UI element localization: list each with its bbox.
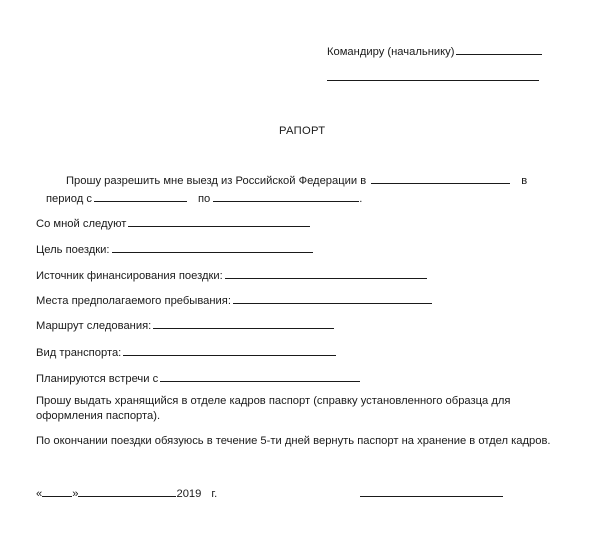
addressee-blank-2[interactable] [327, 70, 539, 81]
date-year-suffix: г. [211, 488, 218, 500]
funding-label: Источник финансирования поездки: [36, 270, 223, 282]
date-close-quote: » [72, 488, 79, 500]
purpose-line [36, 242, 313, 257]
companions-blank[interactable] [128, 216, 310, 227]
addressee-line [327, 44, 542, 59]
transport-label: Вид транспорта: [36, 347, 122, 359]
addressee-blank[interactable] [456, 44, 542, 55]
request-line [66, 173, 527, 188]
passport-request-line-1: Прошу выдать хранящийся в отделе кадров паспорт (справку установленного образца для [36, 395, 511, 407]
date-year: 2019 [176, 488, 202, 500]
meetings-label: Планируются встречи с [36, 373, 159, 385]
date-open-quote: « [36, 488, 43, 500]
passport-request-line-2: оформления паспорта). [36, 410, 161, 422]
places-line [36, 293, 432, 308]
document-title: РАПОРТ [279, 125, 326, 137]
transport-line [36, 345, 336, 360]
period-to-blank[interactable] [213, 191, 359, 202]
route-label: Маршрут следования: [36, 320, 152, 332]
places-blank[interactable] [233, 293, 432, 304]
meetings-blank[interactable] [160, 371, 360, 382]
addressee-label: Командиру (начальнику) [327, 46, 455, 58]
return-obligation: По окончании поездки обязуюсь в течение 5-ти дней вернуть паспорт на хранение в отдел кадров. [36, 435, 551, 447]
date-day-blank[interactable] [42, 486, 72, 497]
period-end: . [359, 193, 363, 205]
purpose-label: Цель поездки: [36, 244, 110, 256]
funding-blank[interactable] [225, 268, 427, 279]
transport-blank[interactable] [123, 345, 336, 356]
funding-line [36, 268, 427, 283]
date-month-blank[interactable] [78, 486, 176, 497]
purpose-blank[interactable] [112, 242, 313, 253]
meetings-line [36, 371, 360, 386]
companions-line [36, 216, 310, 231]
period-to-label: по [197, 193, 211, 205]
request-suffix: в [521, 175, 528, 187]
period-line [46, 191, 362, 206]
signature-line [360, 486, 503, 501]
places-label: Места предполагаемого пребывания: [36, 295, 231, 307]
companions-label: Со мной следуют [36, 218, 127, 230]
signature-blank[interactable] [360, 486, 503, 497]
period-from-blank[interactable] [94, 191, 187, 202]
period-from-label: период с [46, 193, 92, 205]
destination-blank[interactable] [371, 173, 510, 184]
route-line [36, 318, 334, 333]
request-prefix: Прошу разрешить мне выезд из Российской Федерации в [66, 175, 367, 187]
addressee-second-line [327, 70, 539, 85]
route-blank[interactable] [153, 318, 334, 329]
date-line [36, 486, 217, 501]
